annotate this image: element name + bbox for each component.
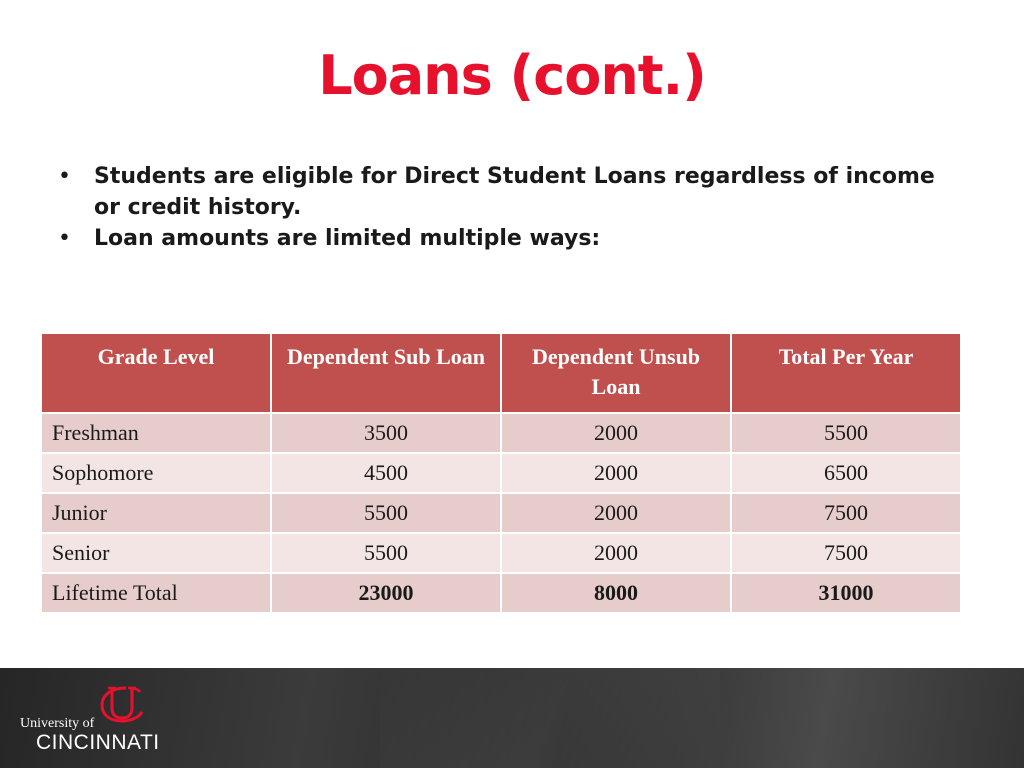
header-dependent-unsub-loan: Dependent Unsub Loan [501, 333, 731, 413]
table-header-row [41, 333, 961, 413]
slide-title: Loans (cont.) [318, 44, 706, 107]
cell-grade: Sophomore [41, 453, 271, 493]
logo-line-cincinnati: CINCINNATI [36, 731, 160, 754]
university-logo [20, 684, 170, 756]
bullet-text: Students are eligible for Direct Student Loans regardless of income or credit history. [94, 164, 935, 220]
cell-unsub-loan: 2000 [501, 533, 731, 573]
cell-total: 7500 [731, 493, 961, 533]
footer-sheen [380, 668, 720, 768]
header-grade-level: Grade Level [41, 333, 271, 413]
loan-limits-table [40, 332, 962, 614]
cell-grade: Senior [41, 533, 271, 573]
cell-sub-loan: 5500 [271, 493, 501, 533]
cell-sub-loan: 5500 [271, 533, 501, 573]
cell-total: 6500 [731, 453, 961, 493]
cell-total: 31000 [731, 573, 961, 613]
bullet-dot-icon: • [58, 226, 71, 251]
cell-unsub-loan: 2000 [501, 453, 731, 493]
table-row [41, 493, 961, 533]
uc-logo-icon [96, 684, 148, 724]
table-row [41, 453, 961, 493]
header-total-per-year: Total Per Year [731, 333, 961, 413]
bullet-text: Loan amounts are limited multiple ways: [94, 226, 601, 251]
table-row-lifetime-total [41, 573, 961, 613]
cell-grade: Freshman [41, 413, 271, 453]
table-row [41, 533, 961, 573]
cell-grade: Junior [41, 493, 271, 533]
cell-sub-loan: 3500 [271, 413, 501, 453]
table-row [41, 413, 961, 453]
cell-sub-loan: 23000 [271, 573, 501, 613]
cell-unsub-loan: 2000 [501, 493, 731, 533]
bullet-item [58, 161, 958, 223]
cell-sub-loan: 4500 [271, 453, 501, 493]
cell-total: 7500 [731, 533, 961, 573]
cell-total: 5500 [731, 413, 961, 453]
bullet-item [58, 223, 958, 254]
bullet-list [58, 161, 958, 254]
bullet-dot-icon: • [58, 164, 71, 189]
cell-unsub-loan: 2000 [501, 413, 731, 453]
cell-grade: Lifetime Total [41, 573, 271, 613]
cell-unsub-loan: 8000 [501, 573, 731, 613]
logo-line-university-of: University of [20, 716, 95, 731]
header-dependent-sub-loan: Dependent Sub Loan [271, 333, 501, 413]
